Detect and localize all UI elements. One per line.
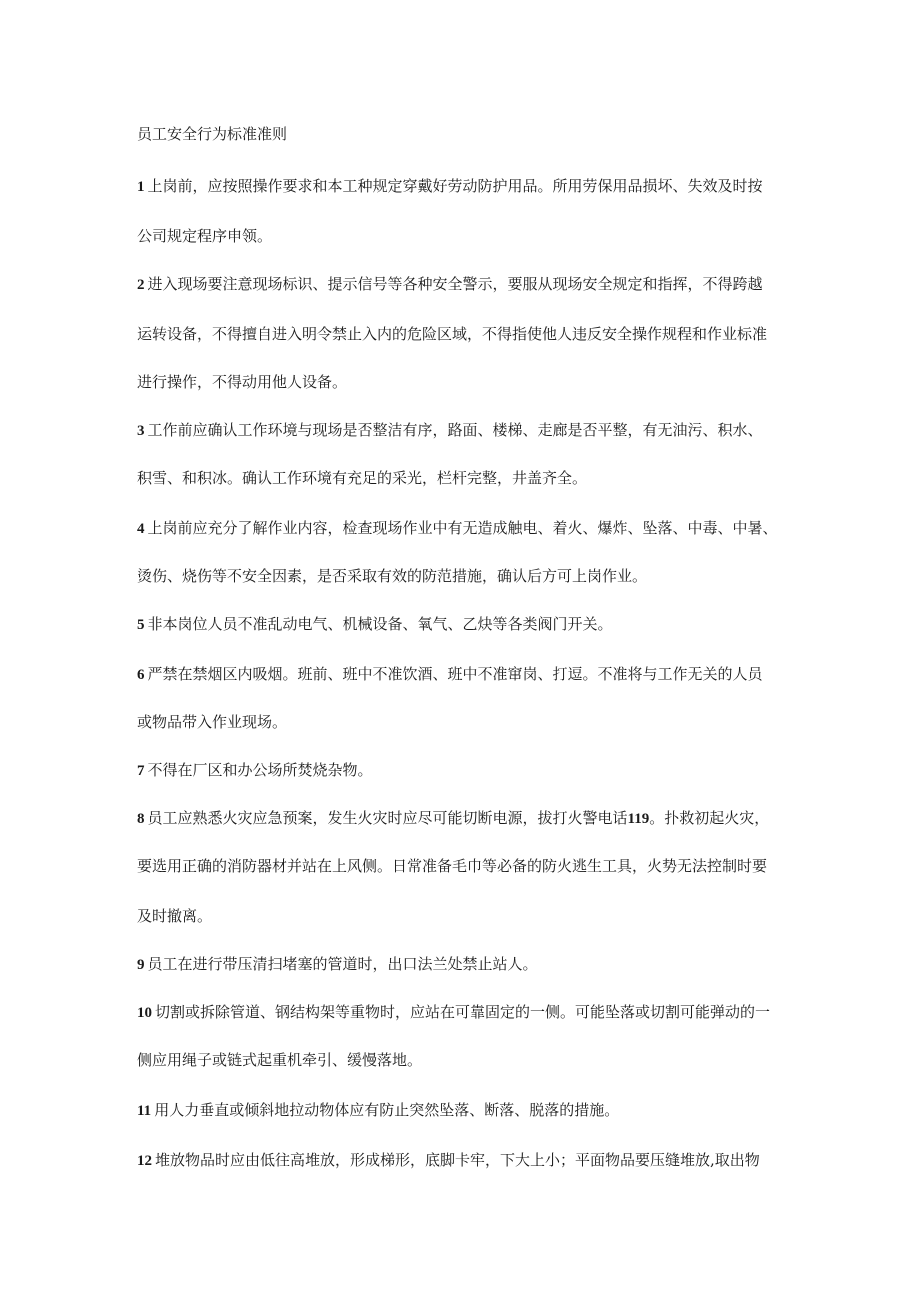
rule-text: 烫伤、烧伤等不安全因素，是否采取有效的防范措施，确认后方可上岗作业。: [137, 567, 648, 585]
rule-item-3-line-1: [137, 420, 787, 441]
rule-number: 5: [137, 617, 145, 633]
rule-item-2-line-2: [137, 324, 787, 344]
rule-text: 用人力垂直或倾斜地拉动物体应有防止突然坠落、断落、脱落的措施。: [154, 1101, 620, 1119]
rule-text: 公司规定程序申领。: [137, 227, 273, 245]
rule-number: 2: [137, 277, 145, 293]
rule-number: 10: [137, 1005, 152, 1021]
rule-text: 员工在进行带压清扫堵塞的管道时，出口法兰处禁止站人。: [147, 955, 538, 973]
rule-text: 积雪、和积冰。确认工作环境有充足的采光，栏杆完整，井盖齐全。: [137, 469, 588, 487]
rule-text: 上岗前应充分了解作业内容，检查现场作业中有无造成触电、着火、爆炸、坠落、中毒、中暑、: [147, 519, 778, 537]
rule-number: 12: [137, 1153, 152, 1169]
rule-text: 工作前应确认工作环境与现场是否整洁有序，路面、楼梯、走廊是否平整，有无油污、积水、: [147, 421, 763, 439]
rule-item-6-line-1: [137, 664, 787, 685]
rule-item-9-line-1: [137, 954, 787, 975]
rule-item-2-line-1: [137, 274, 787, 295]
rule-text: 及时撤离。: [137, 907, 213, 925]
rule-number: 11: [137, 1103, 152, 1119]
rule-text: 堆放物品时应由低往高堆放，形成梯形，底脚卡牢，下大上小；平面物品要压缝堆放,取出物: [155, 1151, 760, 1169]
rule-text: 或物品带入作业现场。: [137, 713, 288, 731]
rule-text: 侧应用绳子或链式起重机牵引、缓慢落地。: [137, 1051, 423, 1069]
rule-text: 要选用正确的消防器材并站在上风侧。日常准备毛巾等必备的防火逃生工具，火势无法控制时要: [137, 857, 768, 875]
rule-item-8-line-3: [137, 906, 787, 926]
rule-number: 3: [137, 423, 145, 439]
rule-item-3-line-2: [137, 468, 787, 488]
rule-number: 7: [137, 763, 145, 779]
rule-item-6-line-2: [137, 712, 787, 732]
rule-text: 进行操作，不得动用他人设备。: [137, 373, 348, 391]
rule-item-1-line-1: [137, 176, 787, 197]
rule-number: 4: [137, 521, 145, 537]
document-title: 员工安全行为标准准则: [137, 125, 288, 143]
rule-text: 上岗前，应按照操作要求和本工种规定穿戴好劳动防护用品。所用劳保用品损坏、失效及时按: [147, 177, 763, 195]
fire-phone-number: 119: [627, 811, 650, 827]
rule-text: 切割或拆除管道、钢结构架等重物时，应站在可靠固定的一侧。可能坠落或切割可能弹动的一: [155, 1003, 771, 1021]
rule-item-10-line-1: [137, 1002, 787, 1023]
rule-item-10-line-2: [137, 1050, 787, 1070]
rule-item-11-line-1: [137, 1100, 787, 1121]
rule-item-2-line-3: [137, 372, 787, 392]
rule-item-8-line-2: [137, 856, 787, 876]
rule-item-4-line-2: [137, 566, 787, 586]
rule-text: 严禁在禁烟区内吸烟。班前、班中不准饮酒、班中不准窜岗、打逗。不准将与工作无关的人员: [147, 665, 763, 683]
rule-text: 不得在厂区和办公场所焚烧杂物。: [147, 761, 373, 779]
rule-item-12-line-1: [137, 1150, 787, 1171]
rule-item-1-line-2: [137, 226, 787, 246]
rule-number: 6: [137, 667, 145, 683]
rule-text: 进入现场要注意现场标识、提示信号等各种安全警示，要服从现场安全规定和指挥，不得跨越: [147, 275, 763, 293]
rule-text: 非本岗位人员不准乱动电气、机械设备、氧气、乙炔等各类阀门开关。: [147, 615, 613, 633]
rule-text: 运转设备，不得擅自进入明令禁止入内的危险区域，不得指使他人违反安全操作规程和作业标准: [137, 325, 768, 343]
rule-item-7-line-1: [137, 760, 787, 781]
rule-number: 9: [137, 957, 145, 973]
rule-text: 。扑救初起火灾，: [649, 809, 770, 827]
rule-item-4-line-1: [137, 518, 787, 539]
rule-number: 1: [137, 179, 145, 195]
rule-text: 员工应熟悉火灾应急预案，发生火灾时应尽可能切断电源，拔打火警电话: [147, 809, 628, 827]
rule-item-5-line-1: [137, 614, 787, 635]
rule-number: 8: [137, 811, 145, 827]
rule-item-8-line-1: [137, 808, 787, 829]
